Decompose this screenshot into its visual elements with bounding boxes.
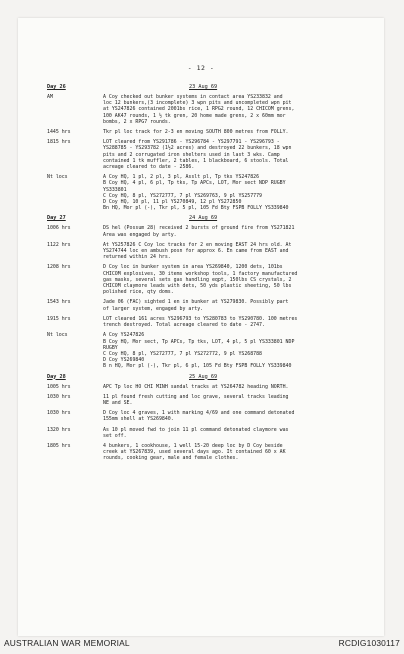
entry-time: 1006 hrs [47,225,71,232]
entry-text: D Coy loc in bunker system in area YS269840, 1200 dets, 101bs CHICOM explosives, 30 items workshop tools, 1 factory manufactured gas masks, several sets gas handling eqpt, 150lbs CS crystals, 2 CHICOM claymore leads with dets, 50 yds plastic sheeting, 50 lbs polished rice, qty doms. [103,264,298,296]
page-number: - 12 - [187,64,215,72]
document-page [18,18,384,636]
entry-text: A Coy YS247826 B Coy HQ, Mor sect, Tp APCs, Tp tks, LOT, 4 pl, 5 pl YS333801 NDP RUGBY C Coy HQ, 8 pl, YS272777, 7 pl YS272772, 9 pl YS268788 D Coy YS269840 B n HQ, Mor pl (-), Tkr pl, 6 pl, 105 Fd Bty FSPB FOLLY YS339840 [103,332,295,370]
entry-text: A Coy checked out bunker systems in contact area YS233832 and loc 12 bunkers,(3 incomplete) 3 wpn pits and uncompleted wpn pit at YS247826 contained 2001bs rice, 1 RPG2 round, 12 CHICOM grens, 100 AK47 rounds, 1 ½ tk gren, 20 home made grens, 2 x 60mm mor bombs, 2 x RPG7 rounds. [103,94,295,125]
diary-entry [47,94,373,125]
day-date: 24 Aug 69 [189,215,218,222]
diary-entry [47,139,373,170]
diary-entry [47,299,373,311]
diary-entry [47,394,373,406]
entry-text: Tkr pl loc track for 2-3 en moving SOUTH 800 metres from FOLLY. [103,129,289,136]
entry-text: 11 pl found fresh cutting and loc grave, several tracks leading NE and SE. [103,393,289,406]
entry-time: 1005 hrs [47,383,71,390]
footer-record-id: RCDIG1030117 [338,638,400,648]
war-diary-entries [47,84,373,466]
day-label: Day 26 [47,84,66,90]
entry-text: Jade 06 (FAC) sighted 1 en in bunker at YS279830. Possibly part of larger system, engaged by arty. [103,299,289,312]
day-label: Day 28 [47,373,66,380]
day-date: 25 Aug 69 [189,373,218,380]
entry-time: 1543 hrs [47,299,71,306]
diary-entry [47,242,373,261]
day-label: Day 27 [47,215,66,222]
day-header [47,84,373,94]
entry-time: Nt locs [47,332,68,339]
entry-time: AM [47,94,53,100]
entry-time: 1208 hrs [47,264,71,271]
diary-entry [47,225,373,237]
entry-text: A Coy HQ, 1 pl, 2 pl, 3 pl, Asslt pl, Tp tks YS247826 B Coy HQ, 4 pl, 6 pl, Tp tks, Tp APCs, LOT, Mor sect NDP RUGBY YS333801 C Coy HQ, 8 pl, YS272777, 7 pl YS269763, 9 pl YS257779 D Coy HQ, 10 pl, 11 pl YS270849, 12 pl YS272850 Bn HQ, Mor pl (-), Tkr pl, 5 pl, 105 Fd Bty FSPB FOLLY YS339840 [103,174,289,212]
entry-text: 4 bunkers, 1 cookhouse, 1 well 15-20 deep loc by D Coy beside creek at YS267839, used several days ago. It contained 60 x AK rounds, cooking gear, male and female clothes. [103,442,286,462]
diary-entry [47,384,373,390]
entry-time: 1030 hrs [47,393,71,400]
entry-time: 1805 hrs [47,442,71,449]
diary-entry [47,332,373,369]
diary-entry [47,264,373,295]
entry-time: 1915 hrs [47,315,71,322]
diary-entry [47,316,373,328]
diary-entry [47,174,373,211]
entry-text: D Coy loc 4 graves, 1 with marking 4/69 and one command detonated 155mm shell at YS269840. [103,410,295,423]
diary-entry [47,410,373,422]
day-header [47,215,373,225]
entry-text: LOT cleared 161 acres YS296793 to YS280783 to YS290780. 100 metres trench destroyed. Total acreage cleared to date - 2747. [103,315,298,329]
entry-time: 1815 hrs [47,139,71,146]
entry-time: 1122 hrs [47,241,71,248]
diary-entry [47,427,373,439]
entry-time: 1445 hrs [47,129,71,136]
entry-time: 1030 hrs [47,410,71,417]
entry-text: DS hel (Possum 28) received 2 bursts of ground fire from YS271821 Area was engaged by arty. [103,225,295,238]
entry-time: Nt locs [47,174,68,181]
footer-institution: AUSTRALIAN WAR MEMORIAL [4,638,130,648]
day-date: 23 Aug 69 [189,84,218,90]
day-header [47,374,373,384]
diary-entry [47,129,373,135]
diary-entry [47,443,373,462]
entry-time: 1320 hrs [47,426,71,433]
entry-text: LOT cleared from YS291786 - YS296784 - YS297791 - YS296793 - YS288785 - YS293782 (1½2 acres) and destroyed 22 bunkers, 18 wpn pits and 2 corrugated iron shelters used in last 3 wks. Camp contained 1 tk muffler, 2 tables, 1 blackboard, 6 stools. Total acreage cleared to date - 2586. [103,139,292,171]
entry-text: As 10 pl moved fwd to join 11 pl command detonated claymore was set off. [103,426,289,439]
entry-text: APC Tp loc HO CHI MINH sandal tracks at YS264782 heading NORTH. [103,383,289,390]
entry-text: At YS257826 C Coy loc tracks for 2 en moving EAST 24 hrs old. At YS274744 loc en ambush posn for approx 6. En came from EAST and returned within 24 hrs. [103,241,292,261]
